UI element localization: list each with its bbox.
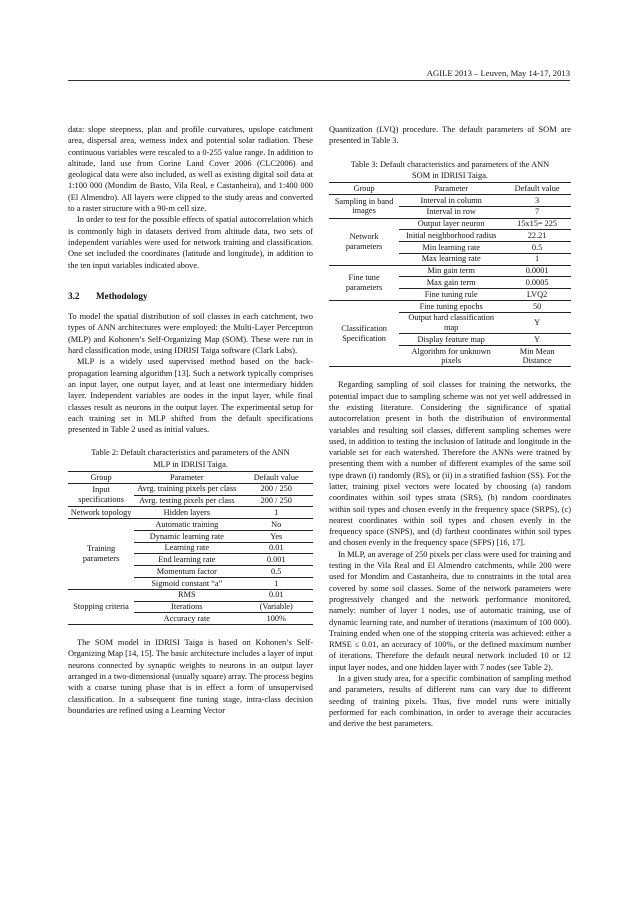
value-cell: 0.01 — [239, 589, 313, 601]
value-cell: 15x15= 225 — [503, 218, 571, 230]
table-caption — [329, 159, 571, 182]
parameter-cell: Avrg. testing pixels per class — [134, 495, 239, 507]
value-cell: 0.01 — [239, 542, 313, 554]
paragraph: The SOM model in IDRISI Taiga is based on Kohonen’s Self-Organizing Map [14, 15]. The basic architecture includes a layer of input neurons connected by synaptic weights to neurons in an output layer arranged in a two-dimensional (usually square) array. The process begins with a coarse tuning phase that is in effect a form of unsupervised classification. In a subsequent fine tuning stage, intra-class decision boundaries are refined using a Learning Vector — [68, 638, 313, 715]
parameter-cell: Output hard classification map — [399, 312, 503, 333]
parameter-cell: Iterations — [134, 601, 239, 613]
left-column — [68, 124, 313, 716]
value-cell: No — [239, 519, 313, 531]
value-cell: 1 — [239, 578, 313, 590]
parameter-cell: Interval in column — [399, 194, 503, 206]
column-header: Default value — [503, 183, 571, 195]
value-cell: 200 / 250 — [239, 483, 313, 495]
paragraph: In MLP, an average of 250 pixels per class were used for training and testing in the Vila Real and El Almendro catchments, while 200 were used for Mondim and Castanheira, due to constraints in the total area covered by some soil classes. Some of the network parameters were progressively changed and the network performance monitored, namely: number of layer 1 nodes, use of automatic training, use of dynamic learning rate, and number of iterations (maximum of 100 000). Training ended when one of the stopping criteria was achieved: either a RMSE ≤ 0.01, an accuracy of 100%, or the defined maximum number of iterations. Therefore the default neural network included 10 or 12 input layer nodes, and one hidden layer with 7 nodes (see Table 2). — [329, 549, 571, 672]
header-rule — [68, 80, 570, 81]
value-cell: LVQ2 — [503, 289, 571, 301]
paragraph: In a given study area, for a specific combination of sampling method and parameters, results of different runs can vary due to different seeding of training pixels. Thus, five model runs were initially performed for each combination, in order to average their accuracies and derive the best parameters. — [329, 674, 571, 729]
parameter-cell: Min learning rate — [399, 242, 503, 254]
value-cell: 7 — [503, 206, 571, 218]
value-cell: 0.0001 — [503, 265, 571, 277]
parameter-cell: Algorithm for unknown pixels — [399, 345, 503, 366]
group-cell: Sampling in band images — [329, 194, 399, 218]
section-number: 3.2 — [68, 290, 80, 301]
value-cell: Yes — [239, 530, 313, 542]
group-cell: Stopping criteria — [68, 589, 134, 624]
parameter-cell: Fine tuning epochs — [399, 301, 503, 313]
right-column — [329, 124, 571, 730]
column-header: Parameter — [134, 472, 239, 484]
table-3-grid — [329, 182, 571, 367]
value-cell: 0.0005 — [503, 277, 571, 289]
table-caption — [68, 447, 313, 470]
parameter-cell: Max learning rate — [399, 253, 503, 265]
value-cell: 200 / 250 — [239, 495, 313, 507]
parameter-cell: Sigmoid constant “a” — [134, 578, 239, 590]
parameter-cell: RMS — [134, 589, 239, 601]
value-cell: Min Mean Distance — [503, 345, 571, 366]
group-cell: Input specifications — [68, 483, 134, 507]
paragraph: To model the spatial distribution of soil classes in each catchment, two types of ANN architectures were employed: the Multi-Layer Perceptron (MLP) and Kohonen’s Self-Organizing Map (SOM). These were run in hard classification mode, using IDRISI Taiga software (Clark Labs). — [68, 312, 313, 356]
value-cell: 100% — [239, 613, 313, 625]
parameter-cell: Display feature map — [399, 334, 503, 346]
parameter-cell: End learning rate — [134, 554, 239, 566]
section-title: Methodology — [96, 290, 148, 301]
table-row — [329, 218, 571, 230]
parameter-cell: Accuracy rate — [134, 613, 239, 625]
column-header: Parameter — [399, 183, 503, 195]
table-2 — [68, 447, 313, 625]
value-cell: 0.001 — [239, 554, 313, 566]
column-header: Default value — [239, 472, 313, 484]
paragraph: In order to test for the possible effects of spatial autocorrelation which is commonly high in datasets derived from altitude data, two sets of independent variables were used for network training and classification. One set included the coordinates (latitude and longitude), in addition to the ten input variables indicated above. — [68, 215, 313, 270]
caption-line: SOM in IDRISI Taiga. — [411, 170, 489, 180]
value-cell: 50 — [503, 301, 571, 313]
table-row — [329, 194, 571, 206]
parameter-cell: Output layer neuron — [399, 218, 503, 230]
section-heading — [68, 291, 313, 302]
table-row — [329, 265, 571, 277]
value-cell: 1 — [239, 507, 313, 519]
group-cell: Training parameters — [68, 519, 134, 590]
value-cell: Y — [503, 334, 571, 346]
group-cell: Classification Specification — [329, 301, 399, 367]
parameter-cell: Min gain term — [399, 265, 503, 277]
caption-line: Table 2: Default characteristics and parameters of the ANN — [91, 448, 290, 458]
paragraph: Regarding sampling of soil classes for training the networks, the potential impact due to sampling scheme was not yet well addressed in the existing literature. Considering the significance of spatial autocorrelation present in both the distribution of environmental variables and resulting soil classes, different sampling schemes were used, in addition to testing the inclusion of latitude and longitude in the variable set for each watershed. Therefore the ANNs were trained by presenting them with a number of different examples of the same soil type drawn (i) randomly (RS), or (ii) in a stratified fashion (SS). For the latter, training pixel vectors were located by choosing (a) random coordinates within soil types strata (SRS), (b) random coordinates within soil types and chosen evenly in the frequency space (SRPS), (c) nearest coordinates within soil types and chosen evenly in the frequency space (SNPS), and (d) farthest coordinates within soil types and chosen evenly in the frequency space (SFPS) [16, 17]. — [329, 380, 571, 548]
paragraph: MLP is a widely used supervised method based on the back-propagation learning algorithm [13]. Such a network typically comprises an input layer, one output layer, and at least one intermediary hidden layer. Independent variables are nodes in the input layer, while final classes result as neurons in the output layer. The experimental setup for each training set in MLP shifted from the default specifications presented in Table 2 used as initial values. — [68, 357, 313, 435]
paragraph: data: slope steepness, plan and profile curvatures, upslope catchment area, dispersal area, wetness index and potential solar radiation. These continuous variables were rescaled to a 0-255 value range. In addition to altitude, land use from Corine Land Cover 2006 (CLC2006) and geological data were also included, as well as existing digital soil data at 1:100 000 (Mondim de Basto, Vila Real, e Castanheira), and 1:400 000 (El Almendro). All layers were clipped to the study areas and converted to a raster structure with a 90-m cell size. — [68, 125, 313, 214]
column-header: Group — [329, 183, 399, 195]
table-row — [68, 589, 313, 601]
group-cell: Fine tune parameters — [329, 265, 399, 300]
group-cell: Network topology — [68, 507, 134, 519]
table-row — [68, 507, 313, 519]
value-cell: 22.21 — [503, 230, 571, 242]
table-row — [68, 483, 313, 495]
parameter-cell: Avrg. training pixels per class — [134, 483, 239, 495]
parameter-cell: Dynamic learning rate — [134, 530, 239, 542]
value-cell: Y — [503, 312, 571, 333]
parameter-cell: Learning rate — [134, 542, 239, 554]
paragraph: Quantization (LVQ) procedure. The default parameters of SOM are presented in Table 3. — [329, 125, 571, 146]
parameter-cell: Hidden layers — [134, 507, 239, 519]
table-header-row — [68, 472, 313, 484]
parameter-cell: Initial neighborhood radius — [399, 230, 503, 242]
parameter-cell: Fine tuning rule — [399, 289, 503, 301]
table-row — [68, 519, 313, 531]
parameter-cell: Momentum factor — [134, 566, 239, 578]
value-cell: (Variable) — [239, 601, 313, 613]
value-cell: 0.5 — [239, 566, 313, 578]
value-cell: 0.5 — [503, 242, 571, 254]
table-row — [329, 301, 571, 313]
column-header: Group — [68, 472, 134, 484]
table-header-row — [329, 183, 571, 195]
parameter-cell: Automatic training — [134, 519, 239, 531]
caption-line: Table 3: Default characteristics and parameters of the ANN — [350, 159, 550, 169]
caption-line: MLP in IDRISI Taiga. — [153, 459, 228, 469]
group-cell: Network parameters — [329, 218, 399, 265]
value-cell: 3 — [503, 194, 571, 206]
value-cell: 1 — [503, 253, 571, 265]
parameter-cell: Interval in row — [399, 206, 503, 218]
running-header: AGILE 2013 – Leuven, May 14-17, 2013 — [426, 68, 570, 78]
table-3 — [329, 159, 571, 368]
table-2-grid — [68, 471, 313, 625]
parameter-cell: Max gain term — [399, 277, 503, 289]
